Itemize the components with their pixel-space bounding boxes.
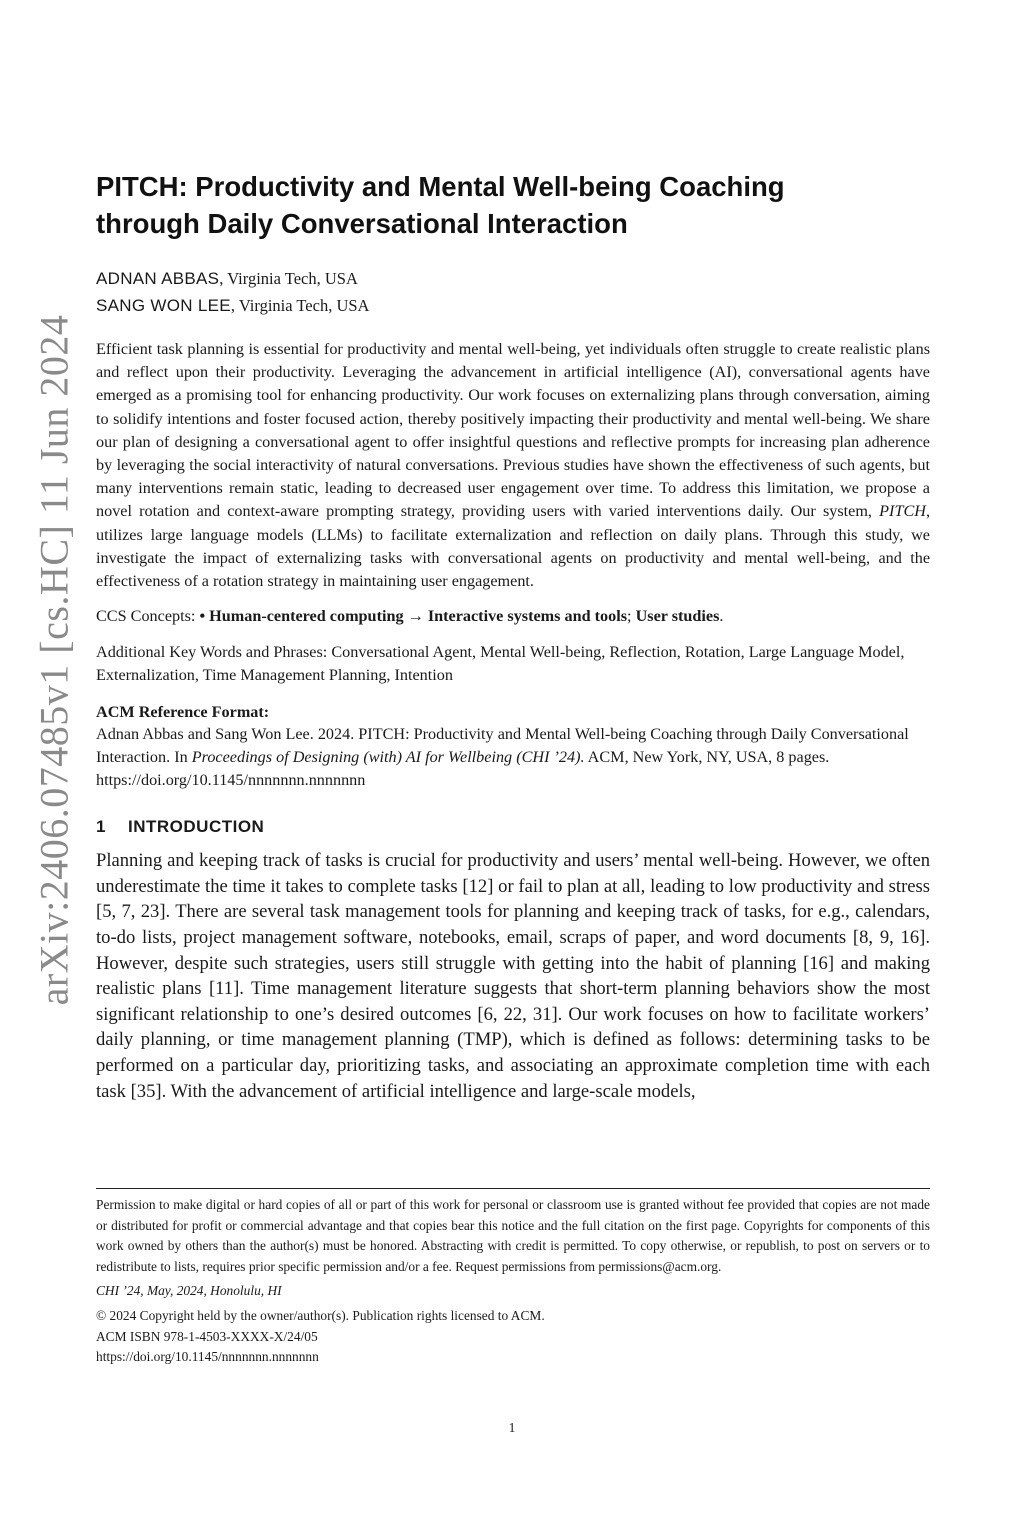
conference-venue: CHI ’24, May, 2024, Honolulu, HI [96, 1283, 282, 1299]
ccs-bullet: • [199, 607, 210, 626]
keywords: Additional Key Words and Phrases: Conversational Agent, Mental Well-being, Reflection, Rotation, Large Language Model, Externalization, Time Management Planning, Intention [96, 643, 905, 685]
footnote [96, 1195, 930, 1368]
ccs-concept: Interactive systems and tools [427, 607, 628, 626]
author-name: ADNAN ABBAS [96, 269, 220, 288]
author-name: SANG WON LEE [96, 296, 231, 315]
arxiv-watermark: arXiv:2406.07485v1 [cs.HC] 11 Jun 2024 [31, 314, 77, 1006]
introduction-paragraph: Planning and keeping track of tasks is crucial for productivity and users’ mental well-being. However, we often underestimate the time it takes to complete tasks [12] or fail to plan at all, leading to low productivity and stress [5, 7, 23]. There are several task management tools for planning and keeping track of tasks, for e.g., calendars, to-do lists, project management software, notebooks, email, scraps of paper, and word documents [8, 9, 16]. However, despite such strategies, users still struggle with getting into the habit of planning [16] and making realistic plans [11]. Time management literature suggests that short-term planning behaviors show the most significant relationship to one’s desired outcomes [6, 22, 31]. Our work focuses on how to facilitate workers’ daily planning, or time management planning (TMP), which is defined as follows: determining tasks to be performed on a particular day, prioritizing tasks, and associating an approximate completion time with each task [35]. With the advancement of artificial intelligence and large-scale models, [96, 850, 930, 1102]
main-content [96, 168, 930, 1104]
section-title: INTRODUCTION [128, 817, 265, 837]
title-line-1: PITCH: Productivity and Mental Well-being Coaching [96, 171, 785, 202]
page-number: 1 [508, 1420, 516, 1435]
author-affiliation: Virginia Tech, USA [238, 296, 370, 315]
copyright-line: © 2024 Copyright held by the owner/author(s). Publication rights licensed to ACM. [96, 1307, 545, 1323]
system-name: PITCH [879, 502, 926, 521]
ccs-concept: Human-centered computing [209, 607, 404, 626]
doi-line: https://doi.org/10.1145/nnnnnnn.nnnnnnn [96, 1349, 319, 1365]
section-heading-introduction [96, 816, 930, 838]
author-list [96, 265, 930, 319]
ccs-separator: ; [627, 607, 636, 626]
acm-reference [96, 723, 930, 793]
abstract [96, 338, 930, 593]
acm-reference-heading: ACM Reference Format: [96, 702, 270, 721]
permission-notice: Permission to make digital or hard copies of all or part of this work for personal or classroom use is granted without fee provided that copies are not made or distributed for profit or commercial advantage and that copies bear this notice and the full citation on the first page. Copyrights for components of this work owned by others than the author(s) must be honored. Abstracting with credit is permitted. To copy otherwise, or republish, to post on servers or to redistribute to lists, requires prior specific permission and/or a fee. Request permissions from permissions@acm.org. [96, 1197, 930, 1274]
ccs-concepts [96, 605, 930, 628]
acm-reference-text-cont: ACM, New York, NY, USA, 8 pages. https://doi.org/10.1145/nnnnnnn.nnnnnnn [96, 747, 830, 790]
ccs-end: . [719, 607, 724, 626]
ccs-concept: User studies [635, 607, 720, 626]
ccs-arrow: → [403, 607, 428, 626]
acm-reference-text: Adnan Abbas and Sang Won Lee. 2024. PITCH: Productivity and Mental Well-being Coaching through Daily Conversational Interaction. In [96, 724, 909, 766]
author-entry: SANG WON LEE, Virginia Tech, USA [96, 296, 370, 315]
acm-reference-venue: Proceedings of Designing (with) AI for Wellbeing (CHI ’24). [191, 747, 585, 766]
section-number: 1 [96, 817, 106, 837]
author-entry: ADNAN ABBAS, Virginia Tech, USA [96, 269, 358, 288]
ccs-label: CCS Concepts: [96, 607, 200, 626]
footnote-divider [96, 1188, 930, 1189]
abstract-text: Efficient task planning is essential for productivity and mental well-being, yet individuals often struggle to create realistic plans and reflect upon their productivity. Leveraging the advancement in artificial intelligence (AI), conversational agents have emerged as a promising tool for enhancing productivity. Our work focuses on externalizing plans through conversation, aiming to solidify intentions and foster focused action, thereby positively impacting their productivity and mental well-being. We share our plan of designing a conversational agent to offer insightful questions and reflective prompts for increasing plan adherence by leveraging the social interactivity of natural conversations. Previous studies have shown the effectiveness of such agents, but many interventions remain static, leading to decreased user engagement over time. To address this limitation, we propose a novel rotation and context-aware prompting strategy, providing users with varied interventions daily. Our system, [96, 340, 930, 521]
author-affiliation: Virginia Tech, USA [227, 269, 358, 288]
isbn-line: ACM ISBN 978-1-4503-XXXX-X/24/05 [96, 1328, 318, 1344]
title-line-2: through Daily Conversational Interaction [96, 208, 628, 239]
paper-title [96, 168, 930, 242]
abstract-text-cont: , utilizes large language models (LLMs) to facilitate externalization and reflection on daily plans. Through this study, we investigate the impact of externalizing tasks with conversational agents on productivity and mental well-being, and the effectiveness of a rotation strategy in maintaining user engagement. [96, 502, 930, 591]
